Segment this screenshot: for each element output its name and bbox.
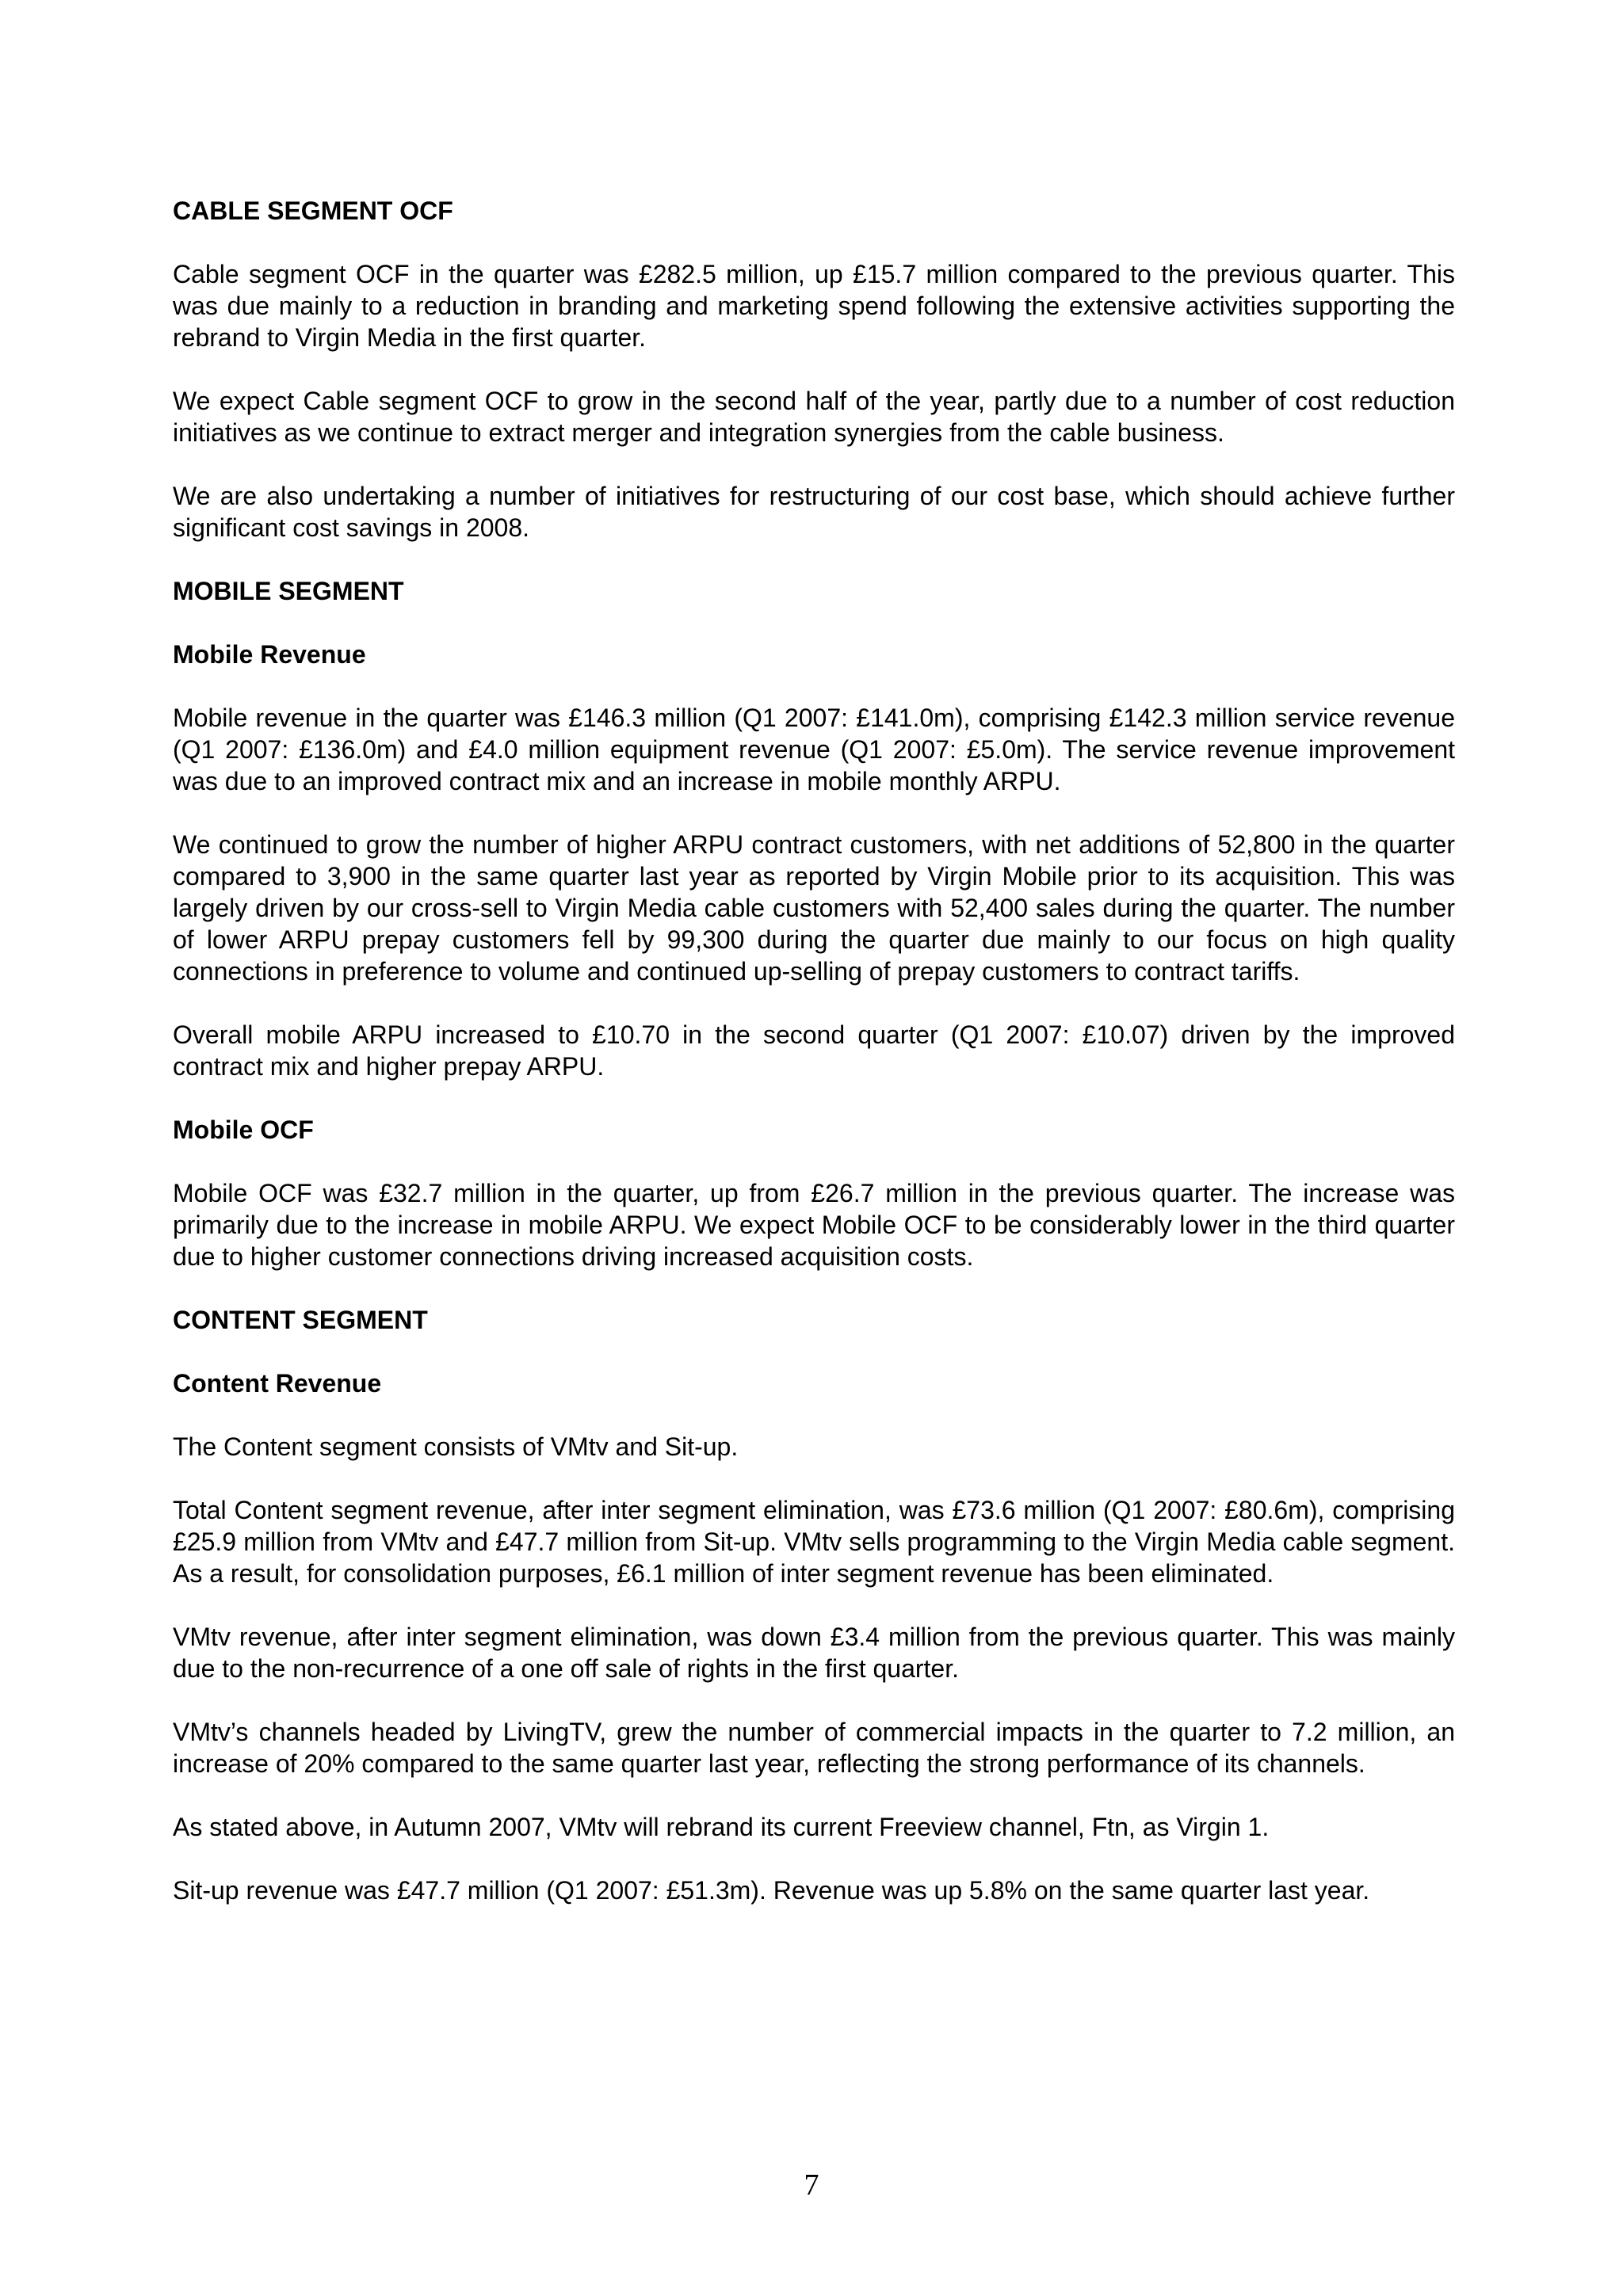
paragraph: VMtv revenue, after inter segment elimination, was down £3.4 million from the previous quarter. This was mainly due to the non-recurrence of a one off sale of rights in the first quarter. [173,1623,1455,1683]
paragraph: We continued to grow the number of higher ARPU contract customers, with net additions of 52,800 in the quarter compared to 3,900 in the same quarter last year as reported by Virgin Mobile prior to its acquisition. This was largely driven by our cross-sell to Virgin Media cable customers with 52,400 sales during the quarter. The number of lower ARPU prepay customers fell by 99,300 during the quarter due mainly to our focus on high quality connections in preference to volume and continued up-selling of prepay customers to contract tariffs. [173,830,1455,986]
paragraph: Overall mobile ARPU increased to £10.70 in the second quarter (Q1 2007: £10.07) driven by the improved contract mix and higher prepay ARPU. [173,1020,1455,1081]
paragraph: As stated above, in Autumn 2007, VMtv will rebrand its current Freeview channel, Ftn, as Virgin 1. [173,1813,1270,1841]
paragraph: VMtv’s channels headed by LivingTV, grew the number of commercial impacts in the quarter to 7.2 million, an increase of 20% compared to the same quarter last year, reflecting the strong performance of its channels. [173,1718,1455,1778]
page-number: 7 [804,2168,819,2202]
subsection-heading-content-revenue: Content Revenue [173,1369,382,1398]
subsection-heading-mobile-ocf: Mobile OCF [173,1116,314,1144]
paragraph: Sit-up revenue was £47.7 million (Q1 2007: £51.3m). Revenue was up 5.8% on the same quarter last year. [173,1876,1370,1905]
section-heading-cable-segment-ocf: CABLE SEGMENT OCF [173,196,453,225]
section-heading-mobile-segment: MOBILE SEGMENT [173,577,404,605]
paragraph: Mobile OCF was £32.7 million in the quarter, up from £26.7 million in the previous quarter. The increase was primarily due to the increase in mobile ARPU. We expect Mobile OCF to be considerably lower in the third quarter due to higher customer connections driving increased acquisition costs. [173,1179,1455,1271]
paragraph: Mobile revenue in the quarter was £146.3 million (Q1 2007: £141.0m), comprising £142.3 million service revenue (Q1 2007: £136.0m) and £4.0 million equipment revenue (Q1 2007: £5.0m). The service revenue improvement was due to an improved contract mix and an increase in mobile monthly ARPU. [173,704,1455,795]
paragraph: We expect Cable segment OCF to grow in the second half of the year, partly due to a number of cost reduction initiatives as we continue to extract merger and integration synergies from the cable business. [173,387,1455,447]
paragraph: Total Content segment revenue, after inter segment elimination, was £73.6 million (Q1 2007: £80.6m), comprising £25.9 million from VMtv and £47.7 million from Sit-up. VMtv sells programming to the Virgin Media cable segment. As a result, for consolidation purposes, £6.1 million of inter segment revenue has been eliminated. [173,1496,1455,1588]
section-heading-content-segment: CONTENT SEGMENT [173,1306,428,1334]
document-body [173,195,1455,1938]
paragraph: Cable segment OCF in the quarter was £282.5 million, up £15.7 million compared to the previous quarter. This was due mainly to a reduction in branding and marketing spend following the extensive activities supporting the rebrand to Virgin Media in the first quarter. [173,260,1455,352]
paragraph: We are also undertaking a number of initiatives for restructuring of our cost base, which should achieve further significant cost savings in 2008. [173,482,1455,542]
subsection-heading-mobile-revenue: Mobile Revenue [173,640,366,669]
paragraph: The Content segment consists of VMtv and Sit-up. [173,1432,739,1461]
